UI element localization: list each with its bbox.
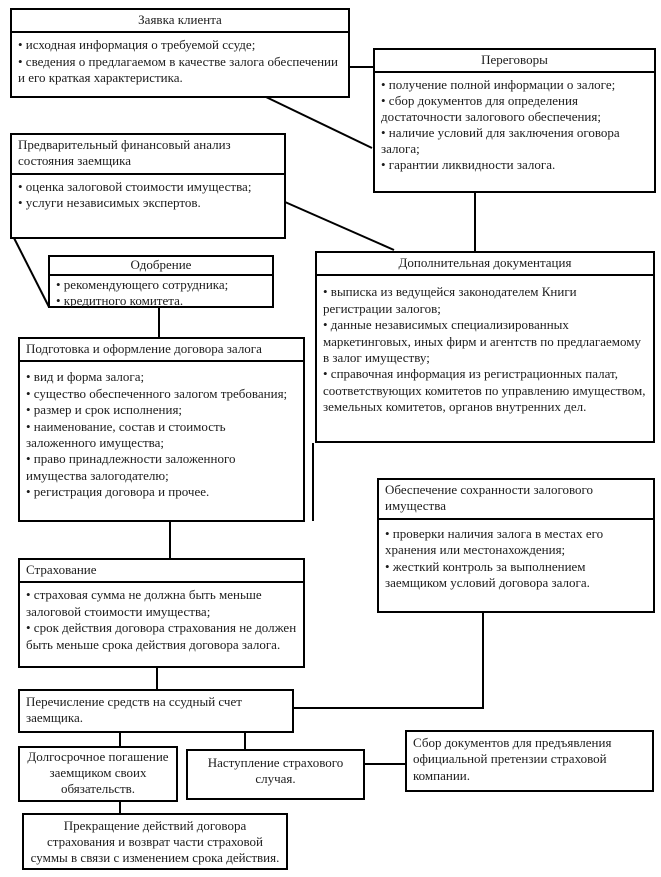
bullet-item: • справочная информация из регистрационных палат, соответствующих комитетов по управлению имуществом, земельных комитетов, органов внутренних дел. [323, 366, 646, 414]
box-approval [48, 255, 274, 308]
box-negotiations-title: Переговоры [375, 50, 654, 73]
bullet-item: • сведения о предлагаемом в качестве залога обеспечении и его краткая характеристика. [18, 53, 338, 86]
connector-analiz-dokumentaciya-diagonal [285, 202, 394, 250]
box-negotiations [373, 48, 656, 193]
box-claim-documents-text: Сбор документов для предъявления официальной претензии страховой компании. [413, 735, 612, 783]
box-preliminary-analysis [10, 133, 286, 239]
bullet-item: • проверки наличия залога в местах его хранения или местонахождения; [385, 525, 604, 558]
box-client-application [10, 8, 350, 98]
box-contract-preparation-title: Подготовка и оформление договора залога [20, 339, 303, 362]
bullet-item: • существо обеспеченного залогом требования; [26, 385, 288, 401]
box-insured-event-text: Наступление страхового случая. [207, 755, 344, 787]
bullet-item: • услуги независимых экспертов. [18, 195, 201, 211]
bullet-item: • страховая сумма не должна быть меньше залоговой стоимости имущества; [26, 587, 262, 619]
box-additional-documentation [315, 251, 655, 443]
box-collateral-safekeeping-items [379, 520, 653, 596]
box-longterm-repayment-text: Долгосрочное погашение заемщиком своих обязательств. [27, 749, 169, 796]
box-negotiations-items [375, 73, 654, 176]
box-collateral-safekeeping-title: Обеспечение сохранности залогового имущества [379, 480, 653, 520]
box-contract-termination [22, 813, 288, 870]
box-additional-documentation-items [317, 276, 653, 419]
bullet-item: • вид и форма залога; [26, 369, 145, 385]
bullet-item: • получение полной информации о залоге; [381, 77, 616, 93]
box-client-application-title: Заявка клиента [12, 10, 348, 33]
bullet-item: • размер и срок исполнения; [26, 402, 183, 418]
box-contract-preparation-items [20, 362, 303, 504]
box-collateral-safekeeping [377, 478, 655, 613]
bullet-item: • жесткий контроль за выполнением заемщиком условий договора залога. [385, 558, 590, 590]
bullet-item: • выписка из ведущейся законодателем Книги регистрации залогов; [323, 284, 577, 316]
bullet-item: • регистрация договора и прочее. [26, 484, 210, 499]
bullet-item: • оценка залоговой стоимости имущества; [18, 178, 252, 194]
bullet-item: • кредитного комитета. [56, 293, 184, 309]
box-approval-title: Одобрение [50, 257, 272, 276]
box-client-application-items [12, 33, 348, 90]
box-insurance [18, 558, 305, 668]
box-preliminary-analysis-title: Предварительный финансовый анализ состояния заемщика [12, 135, 284, 175]
box-insured-event [186, 749, 365, 800]
bullet-item: • исходная информация о требуемой ссуде; [18, 37, 256, 53]
connector-obespechenie-perechislenie [294, 613, 483, 708]
box-approval-items [50, 276, 272, 313]
bullet-item: • срок действия договора страхования не должен быть меньше срока действия договора залога. [26, 620, 297, 652]
box-insurance-title: Страхование [20, 560, 303, 583]
connector-analiz-odobrenie-diagonal [14, 238, 49, 307]
box-insurance-items [20, 583, 303, 657]
box-preliminary-analysis-items [12, 175, 284, 216]
bullet-item: • данные независимых специализированных маркетинговых, иных фирм и агентств по предлагаемому в залог имуществу; [323, 317, 641, 365]
box-funds-transfer [18, 689, 294, 733]
box-additional-documentation-title: Дополнительная документация [317, 253, 653, 276]
bullet-item: • наличие условий для заключения оговора залога; [381, 124, 620, 156]
bullet-item: • наименование, состав и стоимость заложенного имущества; [26, 418, 226, 450]
bullet-item: • гарантии ликвидности залога. [381, 156, 556, 172]
box-longterm-repayment [18, 746, 178, 802]
box-contract-preparation [18, 337, 305, 522]
bullet-item: • сбор документов для определения достаточности залогового обеспечения; [381, 93, 601, 125]
box-contract-termination-text: Прекращение действий договора страхования и возврат части страховой суммы в связи с изменением срока действия. [30, 818, 280, 865]
box-funds-transfer-text: Перечисление средств на ссудный счет заемщика. [26, 694, 242, 726]
bullet-item: • рекомендующего сотрудника; [56, 277, 229, 293]
bullet-item: • право принадлежности заложенного имущества залогодателю; [26, 451, 236, 483]
box-claim-documents [405, 730, 654, 792]
